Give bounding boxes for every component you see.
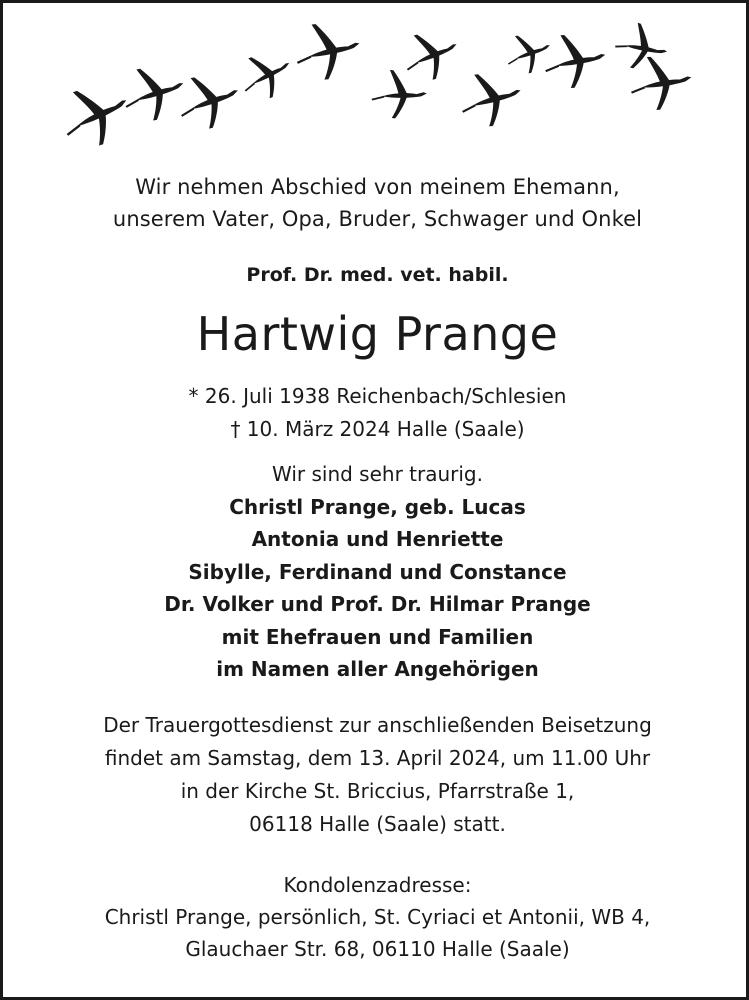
mourner-name: Christl Prange, geb. Lucas: [229, 494, 526, 519]
mourner-name: im Namen aller Angehörigen: [216, 657, 539, 681]
service-line: Der Trauergottesdienst zur anschließenden Beisetzung: [103, 713, 652, 737]
bird-icon: [457, 69, 525, 130]
intro-line: unserem Vater, Opa, Bruder, Schwager und Onkel: [112, 207, 643, 231]
bird-icon: [120, 62, 189, 125]
academic-title: Prof. Dr. med. vet. habil.: [246, 264, 509, 286]
condolence-line: Glauchaer Str. 68, 06110 Halle (Saale): [185, 937, 570, 961]
bird-icon: [399, 25, 464, 85]
bird-icon: [610, 18, 673, 76]
condolence-line: Christl Prange, persönlich, St. Cyriaci et Antonii, WB 4,: [104, 905, 651, 929]
bird-icon: [630, 55, 693, 110]
condolence-address: [3, 869, 749, 965]
service-line: findet am Samstag, dem 13. April 2024, um 11.00 Uhr: [104, 746, 651, 770]
deceased-name: Hartwig Prange: [196, 307, 559, 361]
flying-birds-illustration: [3, 3, 749, 158]
birth-line: * 26. Juli 1938 Reichenbach/Schlesien: [188, 384, 567, 408]
bird-icon: [174, 69, 245, 134]
service-line: in der Kirche St. Briccius, Pfarrstraße 1,: [180, 779, 575, 803]
bird-icon: [235, 46, 298, 106]
intro-line: Wir nehmen Abschied von meinem Ehemann,: [135, 175, 620, 199]
bird-icon: [294, 20, 363, 81]
intro-text: [3, 171, 749, 235]
service-line: 06118 Halle (Saale) statt.: [249, 812, 506, 836]
mourner-name: Antonia und Henriette: [251, 527, 504, 551]
mourner-name: Sibylle, Ferdinand und Constance: [188, 559, 567, 584]
mourners-lead: Wir sind sehr traurig.: [272, 462, 483, 486]
life-dates: [3, 380, 749, 446]
service-details: [3, 709, 749, 841]
bird-icon: [55, 77, 137, 154]
condolence-heading: Kondolenzadresse:: [283, 873, 472, 897]
death-line: † 10. März 2024 Halle (Saale): [230, 417, 525, 441]
mourner-name: Dr. Volker und Prof. Dr. Hilmar Prange: [164, 592, 591, 616]
bird-icon: [370, 68, 429, 121]
mourners-list: [3, 458, 749, 686]
bird-icon: [543, 33, 607, 89]
mourner-name: mit Ehefrauen und Familien: [221, 624, 534, 649]
